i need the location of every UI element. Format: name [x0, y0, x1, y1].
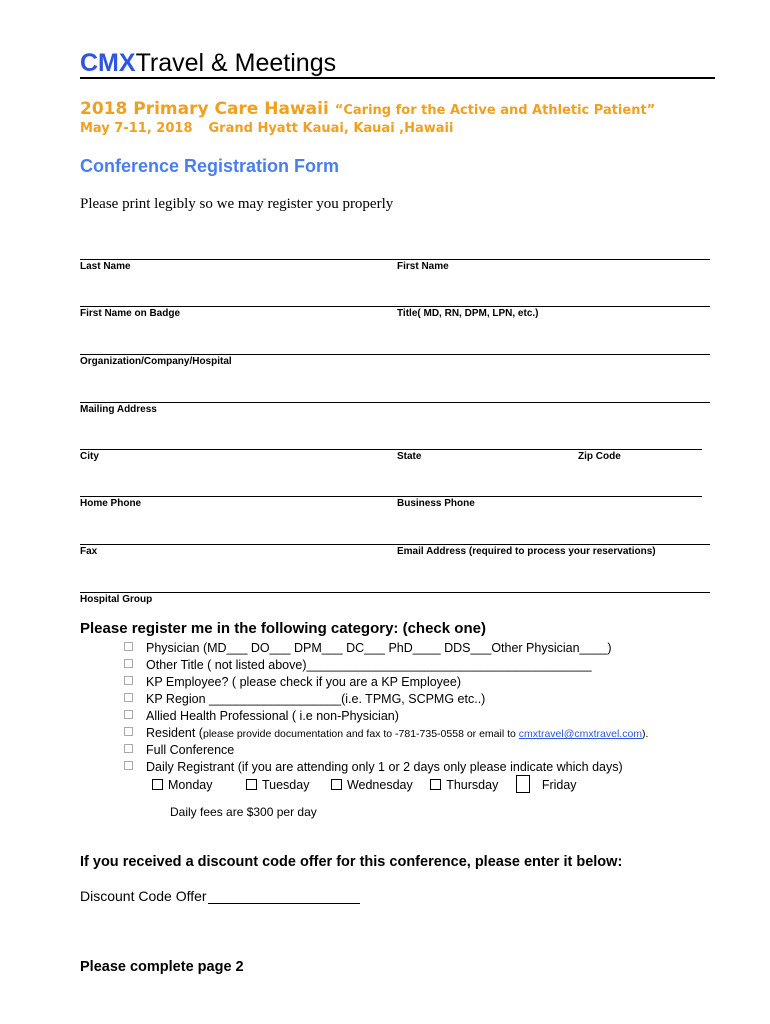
daily-fees-note: Daily fees are $300 per day [170, 805, 317, 819]
option-allied-health-label: Allied Health Professional ( i.e non-Physician) [146, 709, 399, 723]
event-dates: May 7-11, 2018 [80, 121, 193, 136]
discount-code-field[interactable] [80, 888, 360, 904]
option-kp-region[interactable] [124, 692, 485, 707]
option-full-conference[interactable] [124, 743, 234, 758]
day-thursday-label: Thursday [446, 778, 499, 792]
checkbox-icon[interactable] [124, 744, 133, 753]
hospital-group-field[interactable] [80, 592, 710, 593]
category-heading: Please register me in the following category: (check one) [80, 620, 486, 637]
option-full-conference-label: Full Conference [146, 743, 235, 757]
state-label: State [397, 451, 422, 462]
home-phone-field[interactable] [80, 496, 702, 497]
checkbox-icon[interactable] [124, 693, 133, 702]
discount-code-input[interactable] [208, 889, 360, 904]
option-resident[interactable] [124, 726, 648, 742]
checkbox-icon[interactable] [124, 727, 133, 736]
checkbox-icon[interactable] [124, 642, 133, 651]
option-daily-registrant[interactable] [124, 760, 623, 775]
resident-email-link[interactable]: cmxtravel@cmxtravel.com [518, 728, 643, 740]
checkbox-icon[interactable] [430, 779, 441, 790]
option-resident-suffix: ). [642, 728, 649, 740]
day-wednesday[interactable] [331, 778, 413, 792]
option-physician[interactable] [124, 641, 612, 656]
form-title: Conference Registration Form [80, 156, 340, 176]
first-name-label: First Name [397, 261, 449, 272]
option-resident-prefix: Resident ( [146, 726, 203, 740]
event-title-line [80, 99, 655, 119]
fax-label: Fax [80, 546, 98, 557]
day-friday[interactable] [516, 775, 577, 793]
badge-name-field[interactable] [80, 306, 710, 307]
logo-text: Travel & Meetings [135, 49, 337, 77]
header-divider [80, 77, 715, 79]
option-kp-employee[interactable] [124, 675, 461, 690]
option-resident-note: please provide documentation and fax to -781-735-0558 or email to [202, 728, 519, 740]
checkbox-icon[interactable] [331, 779, 342, 790]
checkbox-icon[interactable] [124, 659, 133, 668]
checkbox-icon[interactable] [246, 779, 257, 790]
option-physician-label: Physician (MD___ DO___ DPM___ DC___ PhD____ DDS___Other Physician____) [146, 641, 612, 655]
checkbox-icon[interactable] [124, 761, 133, 770]
email-label: Email Address (required to process your reservations) [397, 546, 656, 557]
home-phone-label: Home Phone [80, 498, 142, 509]
day-wednesday-label: Wednesday [346, 778, 413, 792]
day-selection [152, 775, 591, 793]
day-tuesday-label: Tuesday [261, 778, 310, 792]
checkbox-icon[interactable] [124, 710, 133, 719]
form-instructions: Please print legibly so we may register you properly [80, 196, 394, 212]
organization-label: Organization/Company/Hospital [80, 356, 232, 367]
option-other-title[interactable] [124, 658, 592, 673]
logo-brand: CMX [80, 49, 136, 77]
hospital-group-label: Hospital Group [80, 594, 153, 605]
event-venue: Grand Hyatt Kauai, Kauai ,Hawaii [208, 121, 454, 136]
day-monday-label: Monday [168, 778, 213, 792]
option-kp-employee-label: KP Employee? ( please check if you are a KP Employee) [146, 675, 461, 689]
discount-code-label: Discount Code Offer [80, 888, 207, 904]
event-tagline: “Caring for the Active and Athletic Patient” [334, 103, 656, 118]
checkbox-icon[interactable] [124, 676, 133, 685]
day-monday[interactable] [152, 778, 212, 792]
badge-name-label: First Name on Badge [80, 308, 181, 319]
option-kp-region-label: KP Region ___________________(i.e. TPMG, SCPMG etc..) [146, 692, 486, 706]
option-allied-health[interactable] [124, 709, 399, 724]
checkbox-icon[interactable] [516, 775, 530, 793]
day-tuesday[interactable] [246, 778, 309, 792]
mailing-address-field[interactable] [80, 402, 710, 403]
business-phone-label: Business Phone [397, 498, 475, 509]
day-thursday[interactable] [430, 778, 498, 792]
option-daily-registrant-label: Daily Registrant (if you are attending only 1 or 2 days only please indicate which days) [146, 760, 623, 774]
discount-heading: If you received a discount code offer for this conference, please enter it below: [80, 854, 623, 870]
city-label: City [80, 451, 99, 462]
footer-note: Please complete page 2 [80, 959, 244, 975]
mailing-address-label: Mailing Address [80, 404, 157, 415]
option-other-title-label: Other Title ( not listed above)_________________________________________ [146, 658, 592, 672]
company-logo [80, 48, 336, 78]
last-name-field[interactable] [80, 259, 710, 260]
fax-field[interactable] [80, 544, 710, 545]
title-label: Title( MD, RN, DPM, LPN, etc.) [397, 308, 539, 319]
event-details-line [80, 121, 453, 136]
organization-field[interactable] [80, 354, 710, 355]
day-friday-label: Friday [541, 778, 577, 792]
zip-label: Zip Code [578, 451, 621, 462]
city-field[interactable] [80, 449, 702, 450]
last-name-label: Last Name [80, 261, 131, 272]
checkbox-icon[interactable] [152, 779, 163, 790]
event-name: 2018 Primary Care Hawaii [80, 99, 329, 119]
